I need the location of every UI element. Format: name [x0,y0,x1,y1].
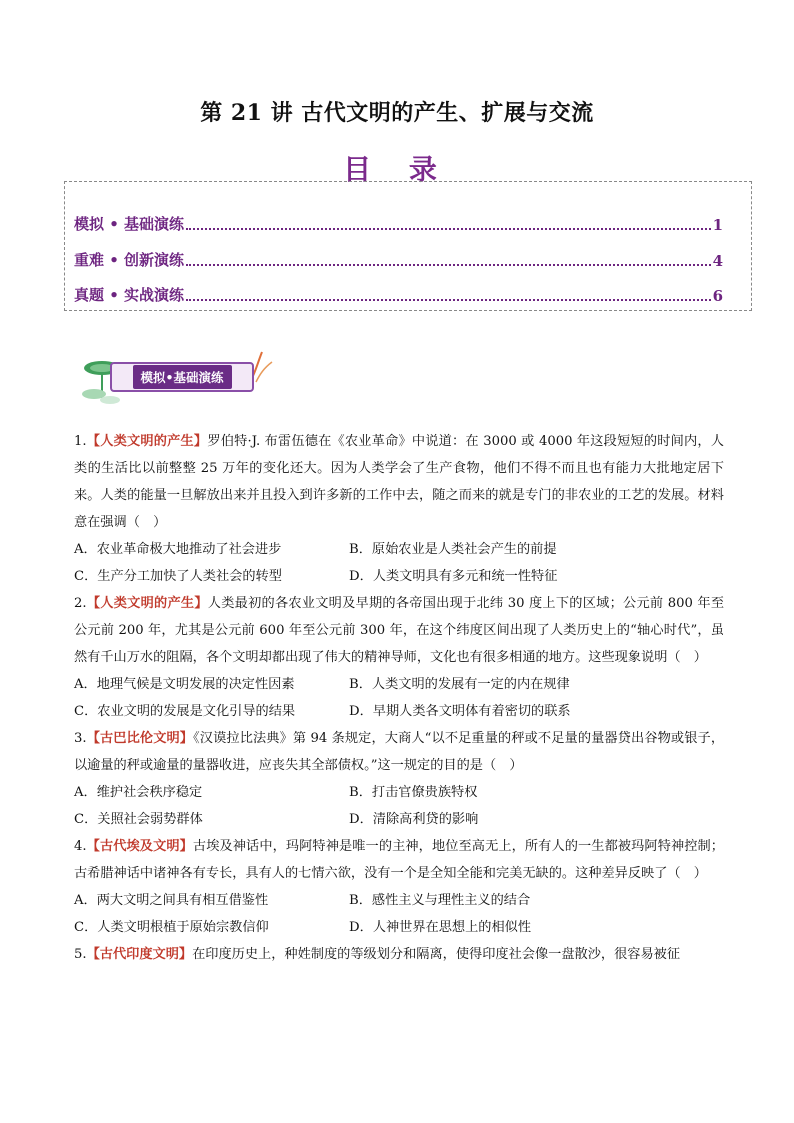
question-list [74,428,724,968]
question-text: 罗伯特·J. 布雷伍德在《农业革命》中说道：在 3000 或 4000 年这段短短的时间内，人类的生活比以前整整 25 万年的变化还大。因为人类学会了生产食物，他们不得不而且也有能力大批地定居下来。人类的能量一旦解放出来并且投入到许多新的工作中去，随之而来的就是专门的非农业的工艺的发展。材料意在强调（ ） [74,434,724,530]
question-number: 1. [74,434,87,449]
question-item [74,725,724,833]
option-d[interactable]: D．早期人类各文明体有着密切的联系 [349,704,571,719]
option-list [74,779,724,833]
question-text: 在印度历史上，种姓制度的等级划分和隔离，使得印度社会像一盘散沙，很容易被征 [192,947,681,962]
toc-leader-dots [186,228,711,230]
question-text: 人类最初的各农业文明及早期的各帝国出现于北纬 30 度上下的区域；公元前 800 年至公元前 200 年，尤其是公元前 600 年至公元前 300 年，在这个纬度区间出现了人类历史上的“轴心时代”，虽然有千山万水的阻隔，各个文明却都出现了伟大的精神导师，文化也有很多相通的地方。这些现象说明（ ） [74,596,725,665]
toc-entry-advanced[interactable] [74,248,723,270]
option-b[interactable]: B．人类文明的发展有一定的内在规律 [349,677,570,692]
option-b[interactable]: B．感性主义与理性主义的结合 [349,893,531,908]
question-tag: 【古代埃及文明】 [86,839,193,854]
toc-entry-page: 1 [712,216,723,234]
question-item [74,428,724,590]
toc-leader-dots [186,264,711,266]
option-d[interactable]: D．清除高利贷的影响 [349,812,479,827]
option-b[interactable]: B．原始农业是人类社会产生的前提 [349,542,557,557]
toc-entry-page: 6 [712,287,723,305]
toc-heading: 目 录 [343,153,451,186]
question-number: 3. [74,731,87,746]
toc-leader-dots [186,299,711,301]
option-d[interactable]: D．人神世界在思想上的相似性 [349,920,532,935]
question-number: 4. [74,839,87,854]
option-d[interactable]: D．人类文明具有多元和统一性特征 [349,569,558,584]
question-text: 《汉谟拉比法典》第 94 条规定，大商人“以不足重量的秤或不足量的量器贷出谷物或银子，以逾量的秤或逾量的量器收进，应丧失其全部债权。”这一规定的目的是（ ） [74,731,725,773]
option-a[interactable]: A．两大文明之间具有相互借鉴性 [74,893,269,908]
section-badge [80,348,280,410]
toc-entry-page: 4 [712,252,723,270]
section-badge-label: 模拟•基础演练 [133,365,232,389]
option-a[interactable]: A．农业革命极大地推动了社会进步 [74,542,282,557]
question-item [74,833,724,941]
question-number: 2. [74,596,87,611]
question-tag: 【人类文明的产生】 [86,434,208,449]
toc-entry-label: 真题 • 实战演练 [74,286,185,304]
option-c[interactable]: C．关照社会弱势群体 [74,812,203,827]
option-list [74,671,724,725]
question-tag: 【古代印度文明】 [86,947,193,962]
option-a[interactable]: A．维护社会秩序稳定 [74,785,203,800]
question-item [74,941,724,968]
question-number: 5. [74,947,87,962]
question-tag: 【人类文明的产生】 [86,596,208,611]
option-list [74,887,724,941]
page-title: 第 21 讲 古代文明的产生、扩展与交流 [200,100,594,126]
toc-entry-label: 模拟 • 基础演练 [74,215,185,233]
toc-entry-real-exam[interactable] [74,283,723,305]
option-a[interactable]: A．地理气候是文明发展的决定性因素 [74,677,295,692]
option-c[interactable]: C．生产分工加快了人类社会的转型 [74,569,282,584]
table-of-contents [64,181,752,311]
question-tag: 【古巴比伦文明】 [86,731,194,746]
option-list [74,536,724,590]
option-b[interactable]: B．打击官僚贵族特权 [349,785,478,800]
question-item [74,590,724,725]
toc-entry-basic[interactable] [74,212,723,234]
question-text: 古埃及神话中，玛阿特神是唯一的主神，地位至高无上，所有人的一生都被玛阿特神控制；古希腊神话中诸神各有专长，具有人的七情六欲，没有一个是全知全能和完美无缺的。这种差异反映了（ ） [74,839,724,881]
option-c[interactable]: C．人类文明根植于原始宗教信仰 [74,920,269,935]
toc-entry-label: 重难 • 创新演练 [74,251,185,269]
option-c[interactable]: C．农业文明的发展是文化引导的结果 [74,704,296,719]
